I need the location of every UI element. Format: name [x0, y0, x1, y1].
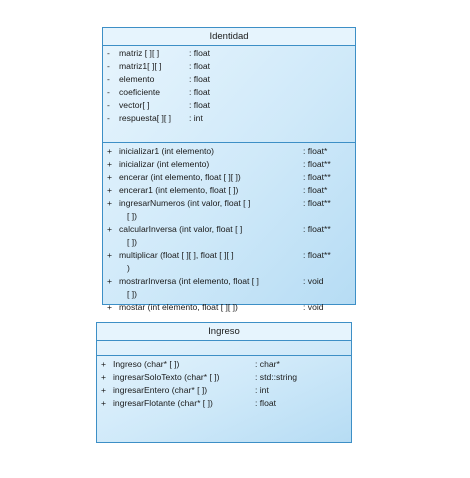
- methods-compartment: [97, 356, 351, 410]
- attribute-row: - matriz [ ][ ] : float: [107, 48, 211, 58]
- attribute-row: - vector[ ] : float: [107, 100, 211, 110]
- attribute-row: - matriz1[ ][ ] : float: [107, 61, 211, 71]
- method-row: + ingresarNumeros (int valor, float [ ] : float** [ ]): [107, 198, 331, 221]
- class-title: Identidad: [103, 28, 355, 46]
- method-row: + ingresarSoloTexto (char* [ ]) : std::string: [101, 372, 298, 382]
- attribute-row: - coeficiente : float: [107, 87, 211, 97]
- class-ingreso[interactable]: [96, 322, 352, 443]
- method-row: + ingresarEntero (char* [ ]) : int: [101, 385, 269, 395]
- method-row: + mostar (int elemento, float [ ][ ]) : void: [107, 302, 324, 312]
- class-title: Ingreso: [97, 323, 351, 341]
- method-row: + mostrarInversa (int elemento, float [ ] : void [ ]): [107, 276, 324, 299]
- methods-compartment: [103, 143, 355, 314]
- attribute-row: - respuesta[ ][ ] : int: [107, 113, 203, 123]
- method-row: + ingresarFlotante (char* [ ]) : float: [101, 398, 277, 408]
- attributes-compartment: [97, 341, 351, 356]
- method-row: + inicializar1 (int elemento) : float*: [107, 146, 328, 156]
- attribute-row: - elemento : float: [107, 74, 211, 84]
- attributes-compartment: [103, 46, 355, 143]
- method-row: + Ingreso (char* [ ]) : char*: [101, 359, 280, 369]
- method-row: + encerar (int elemento, float [ ][ ]) : float**: [107, 172, 331, 182]
- method-row: + multiplicar (float [ ][ ], float [ ][ ] : float** ): [107, 250, 331, 273]
- method-row: + inicializar (int elemento) : float**: [107, 159, 331, 169]
- class-identidad[interactable]: [102, 27, 356, 312]
- method-row: + encerar1 (int elemento, float [ ]) : float*: [107, 185, 328, 195]
- method-row: + calcularInversa (int valor, float [ ] : float** [ ]): [107, 224, 331, 247]
